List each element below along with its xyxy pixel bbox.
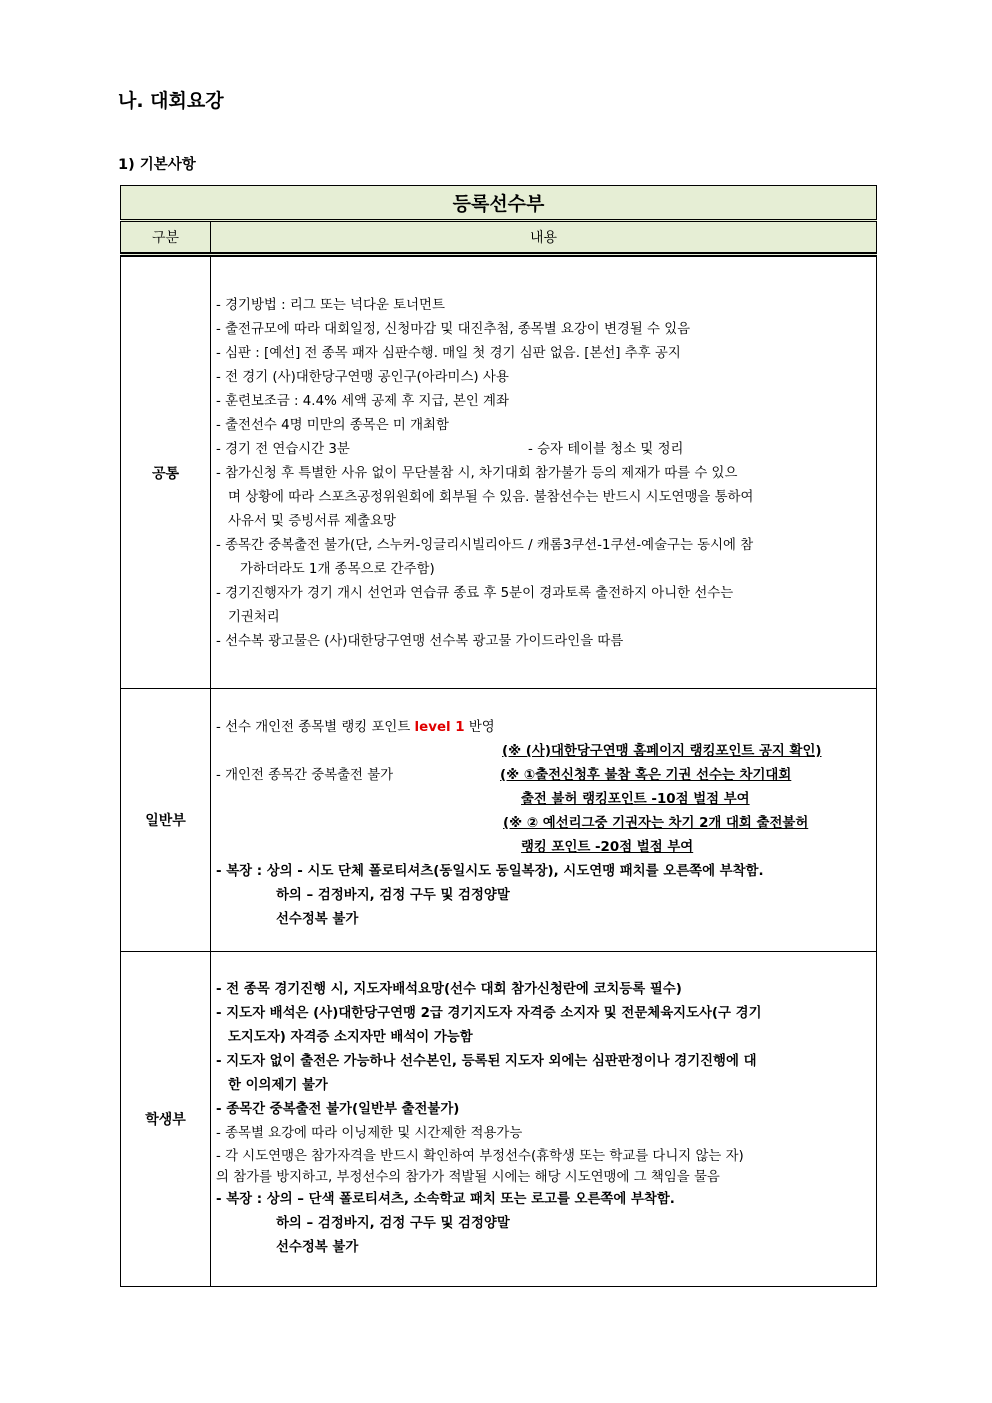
list-item: - 참가신청 후 특별한 사유 없이 무단불참 시, 차기대회 참가불가 등의 제재가 따를 수 있으 [216, 466, 738, 481]
list-item: - 경기방법 : 리그 또는 넉다운 토너먼트 [216, 298, 445, 313]
column-header-category: 구분 [121, 221, 211, 255]
note-homepage: (※ (사)대한당구연맹 홈페이지 랭킹포인트 공지 확인) [502, 744, 822, 759]
list-item: - 지도자 없이 출전은 가능하나 선수본인, 등록된 지도자 외에는 심판판정이나 경기진행에 대 [216, 1054, 757, 1069]
rules-table [120, 185, 877, 1287]
list-item: - 종목간 중복출전 불가(단, 스누커-잉글리시빌리아드 / 캐롬3쿠션-1쿠션-예술구는 동시에 참 [216, 538, 754, 553]
list-item: - 경기 전 연습시간 3분 - 승자 테이블 청소 및 정리 [216, 442, 684, 457]
list-item: - 종목별 요강에 따라 이닝제한 및 시간제한 적용가능 [216, 1126, 523, 1141]
list-item: - 복장 : 상의 – 단색 폴로티셔츠, 소속학교 패치 또는 로고를 오른쪽에 부착함. [216, 1192, 675, 1207]
category-student: 학생부 [121, 952, 211, 1287]
list-item: - 전 경기 (사)대한당구연맹 공인구(아라미스) 사용 [216, 370, 509, 385]
list-item: - 선수 개인전 종목별 랭킹 포인트 level 1 반영 [216, 720, 495, 735]
list-item: 도지도자) 자격증 소지자만 배석이 가능함 [228, 1030, 473, 1045]
list-item: 의 참가를 방지하고, 부정선수의 참가가 적발될 시에는 해당 시도연맹에 그 책임을 물음 [216, 1170, 720, 1185]
list-item: 사유서 및 증빙서류 제출요망 [228, 514, 396, 529]
subsection-title: 1) 기본사항 [118, 157, 196, 173]
list-item: - 훈련보조금 : 4.4% 세액 공제 후 지급, 본인 계좌 [216, 394, 509, 409]
note-penalty-2b: 랭킹 포인트 -20점 벌점 부여 [521, 840, 694, 855]
list-item: - 종목간 중복출전 불가(일반부 출전불가) [216, 1102, 460, 1117]
list-item: 가하더라도 1개 종목으로 간주함) [240, 562, 435, 577]
table-row [121, 952, 877, 1287]
list-item: 하의 – 검정바지, 검정 구두 및 검정양말 [276, 888, 510, 903]
table-title: 등록선수부 [121, 186, 877, 221]
section-title: 나. 대회요강 [118, 90, 224, 112]
category-common: 공통 [121, 255, 211, 689]
list-item: - 심판 : [예선] 전 종목 패자 심판수행. 매일 첫 경기 심판 없음. [본선] 추후 공지 [216, 346, 681, 361]
note-penalty-2: (※ ② 예선리그중 기권자는 차기 2개 대회 출전불허 [503, 816, 809, 831]
list-item: - 출전선수 4명 미만의 종목은 미 개최함 [216, 418, 449, 433]
list-item: - 선수복 광고물은 (사)대한당구연맹 선수복 광고물 가이드라인을 따름 [216, 634, 624, 649]
list-item: - 개인전 종목간 중복출전 불가 (※ ①출전신청후 불참 혹은 기권 선수는 차기대회 [216, 768, 792, 783]
list-item: 하의 – 검정바지, 검정 구두 및 검정양말 [276, 1216, 510, 1231]
student-content [211, 952, 877, 1287]
table-header-row [121, 221, 877, 255]
general-content [211, 689, 877, 952]
note-penalty-1: 출전 불허 랭킹포인트 -10점 벌점 부여 [521, 792, 750, 807]
list-item: - 출전규모에 따라 대회일정, 신청마감 및 대진추첨, 종목별 요강이 변경될 수 있음 [216, 322, 691, 337]
list-item: - 경기진행자가 경기 개시 선언과 연습큐 종료 후 5분이 경과토록 출전하지 아니한 선수는 [216, 586, 734, 601]
category-general: 일반부 [121, 689, 211, 952]
column-header-content: 내용 [211, 221, 877, 255]
list-item: 선수정복 불가 [276, 1240, 359, 1255]
ranking-level: level 1 [414, 720, 465, 735]
list-item: 한 이의제기 불가 [228, 1078, 328, 1093]
list-item: - 각 시도연맹은 참가자격을 반드시 확인하여 부정선수(휴학생 또는 학교를 다니지 않는 자) [216, 1149, 744, 1164]
common-content [211, 255, 877, 689]
list-item: 기권처리 [228, 610, 280, 625]
list-item: 며 상황에 따라 스포츠공정위원회에 회부될 수 있음. 불참선수는 반드시 시도연맹을 통하여 [228, 490, 754, 505]
list-item: - 전 종목 경기진행 시, 지도자배석요망(선수 대회 참가신청란에 코치등록 필수) [216, 982, 682, 997]
table-row [121, 255, 877, 689]
table-row [121, 689, 877, 952]
list-item: - 복장 : 상의 - 시도 단체 폴로티셔츠(동일시도 동일복장), 시도연맹 패치를 오른쪽에 부착함. [216, 864, 764, 879]
list-item: - 지도자 배석은 (사)대한당구연맹 2급 경기지도자 자격증 소지자 및 전문체육지도사(구 경기 [216, 1006, 762, 1021]
list-item: 선수정복 불가 [276, 912, 359, 927]
